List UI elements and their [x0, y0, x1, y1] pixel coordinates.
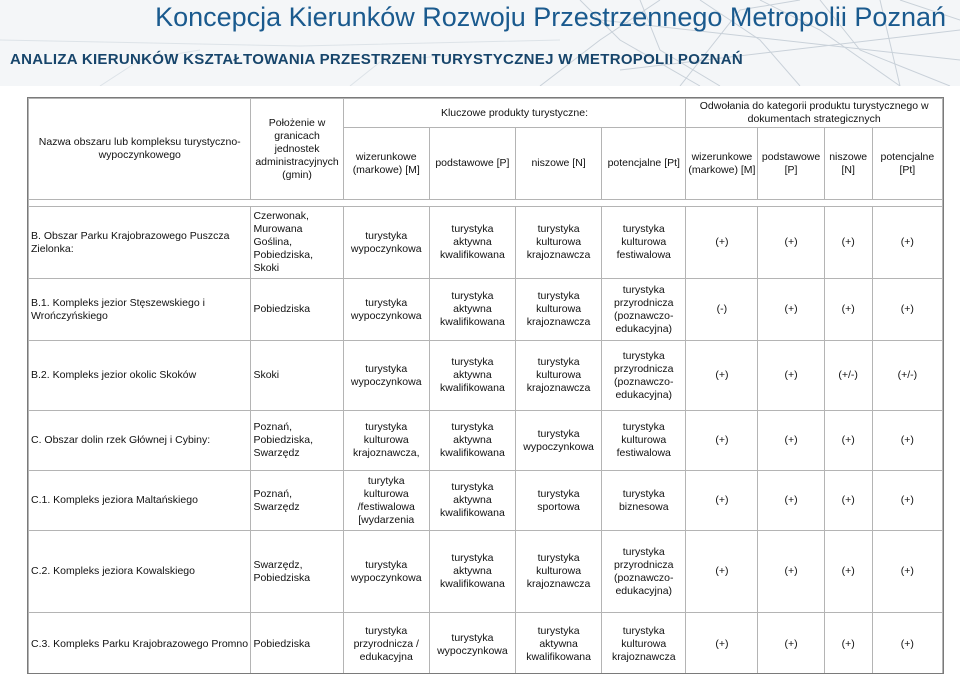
area-name: B. Obszar Parku Krajobrazowego Puszcza Zielonka:: [29, 207, 251, 279]
ref-m: (+): [686, 207, 758, 279]
ref-m: (+): [686, 341, 758, 411]
ref-pt: (+): [872, 531, 942, 613]
header-area-name: Nazwa obszaru lub kompleksu turystyczno-wypoczynkowego: [29, 99, 251, 200]
product-pt: turystyka przyrodnicza (poznawczo-edukacyjna): [602, 279, 686, 341]
product-p: turystyka wypoczynkowa: [429, 613, 515, 675]
product-m: turystyka wypoczynkowa: [343, 279, 429, 341]
ref-pt: (+): [872, 471, 942, 531]
product-p: turystyka aktywna kwalifikowana: [429, 341, 515, 411]
ref-p: (+): [758, 207, 824, 279]
ref-p: (+): [758, 531, 824, 613]
product-m: turystyka wypoczynkowa: [343, 341, 429, 411]
header-p: podstawowe [P]: [429, 128, 515, 200]
area-name: B.2. Kompleks jezior okolic Skoków: [29, 341, 251, 411]
ref-p: (+): [758, 411, 824, 471]
product-p: turystyka aktywna kwalifikowana: [429, 471, 515, 531]
ref-n: (+): [824, 411, 872, 471]
ref-p: (+): [758, 613, 824, 675]
ref-pt: (+): [872, 613, 942, 675]
area-location: Czerwonak, Murowana Goślina, Pobiedziska, Skoki: [251, 207, 343, 279]
ref-pt: (+): [872, 207, 942, 279]
ref-n: (+/-): [824, 341, 872, 411]
page-title: Koncepcja Kierunków Rozwoju Przestrzennego Metropolii Poznań: [155, 2, 946, 32]
product-pt: turystyka kulturowa festiwalowa: [602, 207, 686, 279]
product-n: turystyka wypoczynkowa: [516, 411, 602, 471]
product-p: turystyka aktywna kwalifikowana: [429, 279, 515, 341]
area-name: C.2. Kompleks jeziora Kowalskiego: [29, 531, 251, 613]
area-location: Poznań, Swarzędz: [251, 471, 343, 531]
header-n: niszowe [N]: [516, 128, 602, 200]
ref-pt: (+): [872, 411, 942, 471]
table-row: [29, 411, 943, 471]
product-m: turystyka przyrodnicza / edukacyjna: [343, 613, 429, 675]
product-pt: turystyka kulturowa krajoznawcza: [602, 613, 686, 675]
table-row: [29, 279, 943, 341]
header-key-products: Kluczowe produkty turystyczne:: [343, 99, 686, 128]
tourism-table-container: [27, 97, 944, 674]
table-row: [29, 531, 943, 613]
ref-pt: (+/-): [872, 341, 942, 411]
ref-n: (+): [824, 207, 872, 279]
header-ref-pt: potencjalne [Pt]: [872, 128, 942, 200]
header-references: Odwołania do kategorii produktu turystycznego w dokumentach strategicznych: [686, 99, 943, 128]
product-m: turystyka wypoczynkowa: [343, 531, 429, 613]
product-m: turystyka kulturowa krajoznawcza,: [343, 411, 429, 471]
header-ref-n: niszowe [N]: [824, 128, 872, 200]
ref-m: (+): [686, 411, 758, 471]
table-row: [29, 613, 943, 675]
header-location: Położenie w granicach jednostek administracyjnych (gmin): [251, 99, 343, 200]
product-n: turystyka kulturowa krajoznawcza: [516, 279, 602, 341]
header-pt: potencjalne [Pt]: [602, 128, 686, 200]
header-ref-m: wizerunkowe (markowe) [M]: [686, 128, 758, 200]
area-location: Skoki: [251, 341, 343, 411]
product-m: turytyka kulturowa /festiwalowa [wydarzenia: [343, 471, 429, 531]
product-n: turystyka kulturowa krajoznawcza: [516, 531, 602, 613]
table-row: [29, 341, 943, 411]
ref-p: (+): [758, 279, 824, 341]
product-n: turystyka sportowa: [516, 471, 602, 531]
ref-n: (+): [824, 471, 872, 531]
product-m: turystyka wypoczynkowa: [343, 207, 429, 279]
ref-n: (+): [824, 531, 872, 613]
product-n: turystyka aktywna kwalifikowana: [516, 613, 602, 675]
ref-m: (+): [686, 613, 758, 675]
area-name: C.1. Kompleks jeziora Maltańskiego: [29, 471, 251, 531]
area-name: C. Obszar dolin rzek Głównej i Cybiny:: [29, 411, 251, 471]
area-name: B.1. Kompleks jezior Stęszewskiego i Wrończyńskiego: [29, 279, 251, 341]
ref-m: (-): [686, 279, 758, 341]
table-row: [29, 471, 943, 531]
page-subtitle: ANALIZA KIERUNKÓW KSZTAŁTOWANIA PRZESTRZENI TURYSTYCZNEJ W METROPOLII POZNAŃ: [10, 51, 744, 68]
ref-n: (+): [824, 613, 872, 675]
ref-m: (+): [686, 471, 758, 531]
area-location: Pobiedziska: [251, 613, 343, 675]
ref-n: (+): [824, 279, 872, 341]
ref-p: (+): [758, 341, 824, 411]
area-location: Pobiedziska: [251, 279, 343, 341]
area-location: Swarzędz, Pobiedziska: [251, 531, 343, 613]
product-p: turystyka aktywna kwalifikowana: [429, 531, 515, 613]
product-n: turystyka kulturowa krajoznawcza: [516, 341, 602, 411]
area-name: C.3. Kompleks Parku Krajobrazowego Promno: [29, 613, 251, 675]
product-pt: turystyka przyrodnicza (poznawczo-edukacyjna): [602, 341, 686, 411]
product-p: turystyka aktywna kwalifikowana: [429, 411, 515, 471]
ref-p: (+): [758, 471, 824, 531]
product-p: turystyka aktywna kwalifikowana: [429, 207, 515, 279]
tourism-table: [28, 98, 943, 674]
product-n: turystyka kulturowa krajoznawcza: [516, 207, 602, 279]
area-location: Poznań, Pobiedziska, Swarzędz: [251, 411, 343, 471]
header-ref-p: podstawowe [P]: [758, 128, 824, 200]
header-m: wizerunkowe (markowe) [M]: [343, 128, 429, 200]
ref-m: (+): [686, 531, 758, 613]
page-header: [0, 0, 960, 86]
ref-pt: (+): [872, 279, 942, 341]
product-pt: turystyka przyrodnicza (poznawczo-edukacyjna): [602, 531, 686, 613]
product-pt: turystyka kulturowa festiwalowa: [602, 411, 686, 471]
product-pt: turystyka biznesowa: [602, 471, 686, 531]
table-row: [29, 207, 943, 279]
